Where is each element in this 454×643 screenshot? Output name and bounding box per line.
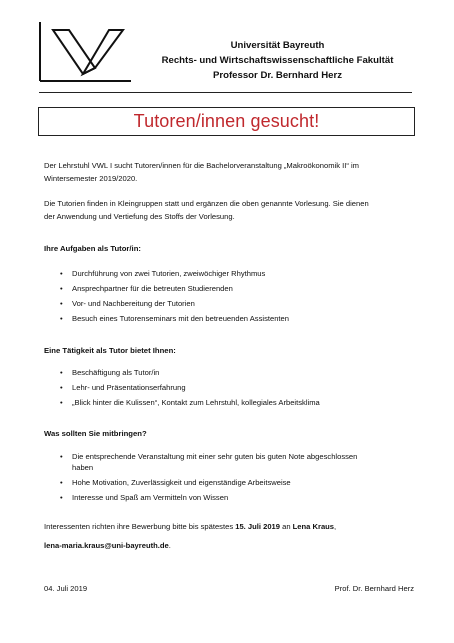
intro-line: Wintersemester 2019/2020. — [44, 173, 138, 183]
contact-email[interactable]: lena-maria.kraus@uni-bayreuth.de — [44, 540, 169, 550]
list-item — [44, 477, 416, 488]
header-divider — [39, 92, 412, 93]
bullet-icon: • — [60, 493, 63, 502]
offer-heading: Eine Tätigkeit als Tutor bietet Ihnen: — [44, 346, 176, 355]
list-item-text: Lehr- und Präsentationserfahrung — [72, 383, 186, 392]
intro-line: der Anwendung und Vertiefung des Stoffs der Vorlesung. — [44, 211, 235, 221]
list-item — [44, 451, 416, 473]
list-item-text: Durchführung von zwei Tutorien, zweiwöchiger Rhythmus — [72, 269, 266, 278]
bullet-icon: • — [60, 452, 63, 461]
list-item-text: „Blick hinter die Kulissen“, Kontakt zum Lehrstuhl, kollegiales Arbeitsklima — [72, 398, 320, 407]
list-item — [44, 367, 416, 378]
list-item-text: Interesse und Spaß am Vermitteln von Wissen — [72, 493, 229, 502]
faculty-name: Rechts- und Wirtschaftswissenschaftliche Fakultät — [161, 55, 394, 66]
contact-paragraph — [44, 521, 416, 552]
email-line — [44, 540, 416, 553]
list-item-text: Hohe Motivation, Zuverlässigkeit und eigenständige Arbeitsweise — [72, 478, 291, 487]
requirements-heading: Was sollten Sie mitbringen? — [44, 429, 147, 438]
footer-signature: Prof. Dr. Bernhard Herz — [334, 584, 414, 593]
offer-list — [44, 367, 416, 412]
list-item-text: Die entsprechende Veranstaltung mit einer sehr guten bis guten Note abgeschlossen — [72, 452, 358, 461]
intro-line: Die Tutorien finden in Kleingruppen statt und ergänzen die oben genannte Vorlesung. Sie dienen — [44, 199, 369, 208]
list-item — [44, 283, 416, 294]
list-item — [44, 382, 416, 393]
title-box — [38, 107, 415, 136]
list-item — [44, 313, 416, 324]
intro-paragraph-1 — [44, 160, 416, 185]
list-item-text: Beschäftigung als Tutor/in — [72, 368, 160, 377]
intro-line: Der Lehrstuhl VWL I sucht Tutoren/innen für die Bachelorveranstaltung „Makroökonomik II“ im — [44, 161, 360, 170]
list-item — [44, 298, 416, 309]
bullet-icon: • — [60, 299, 63, 308]
intro-paragraph-2 — [44, 198, 416, 223]
contact-line — [44, 521, 416, 534]
list-item — [44, 397, 416, 408]
bullet-icon: • — [60, 398, 63, 407]
footer-date: 04. Juli 2019 — [44, 584, 88, 593]
page-title: Tutoren/innen gesucht! — [133, 111, 320, 131]
contact-name: Lena Kraus — [292, 522, 335, 531]
list-item-text: Vor- und Nachbereitung der Tutorien — [72, 299, 195, 308]
bullet-icon: • — [60, 478, 63, 487]
list-item — [44, 492, 416, 503]
email-end: . — [168, 540, 171, 550]
university-name: Universität Bayreuth — [230, 40, 325, 51]
contact-mid: an — [280, 522, 293, 531]
bullet-icon: • — [60, 383, 63, 392]
list-item-text: Besuch eines Tutorenseminars mit den betreuenden Assistenten — [72, 314, 289, 323]
professor-name: Professor Dr. Bernhard Herz — [212, 70, 343, 81]
bullet-icon: • — [60, 284, 63, 293]
institution-block — [150, 38, 405, 83]
tasks-heading: Ihre Aufgaben als Tutor/in: — [44, 244, 141, 253]
bullet-icon: • — [60, 314, 63, 323]
bullet-icon: • — [60, 368, 63, 377]
university-logo — [39, 22, 131, 82]
list-item-text-continued: haben — [72, 463, 94, 472]
contact-end: , — [334, 522, 337, 531]
requirements-list — [44, 451, 416, 507]
tasks-list — [44, 268, 416, 328]
deadline: 15. Juli 2019 — [235, 522, 280, 531]
contact-lead: Interessenten richten ihre Bewerbung bitte bis spätestes — [44, 522, 236, 531]
list-item — [44, 268, 416, 279]
bullet-icon: • — [60, 269, 63, 278]
list-item-text: Ansprechpartner für die betreuten Studierenden — [72, 284, 233, 293]
